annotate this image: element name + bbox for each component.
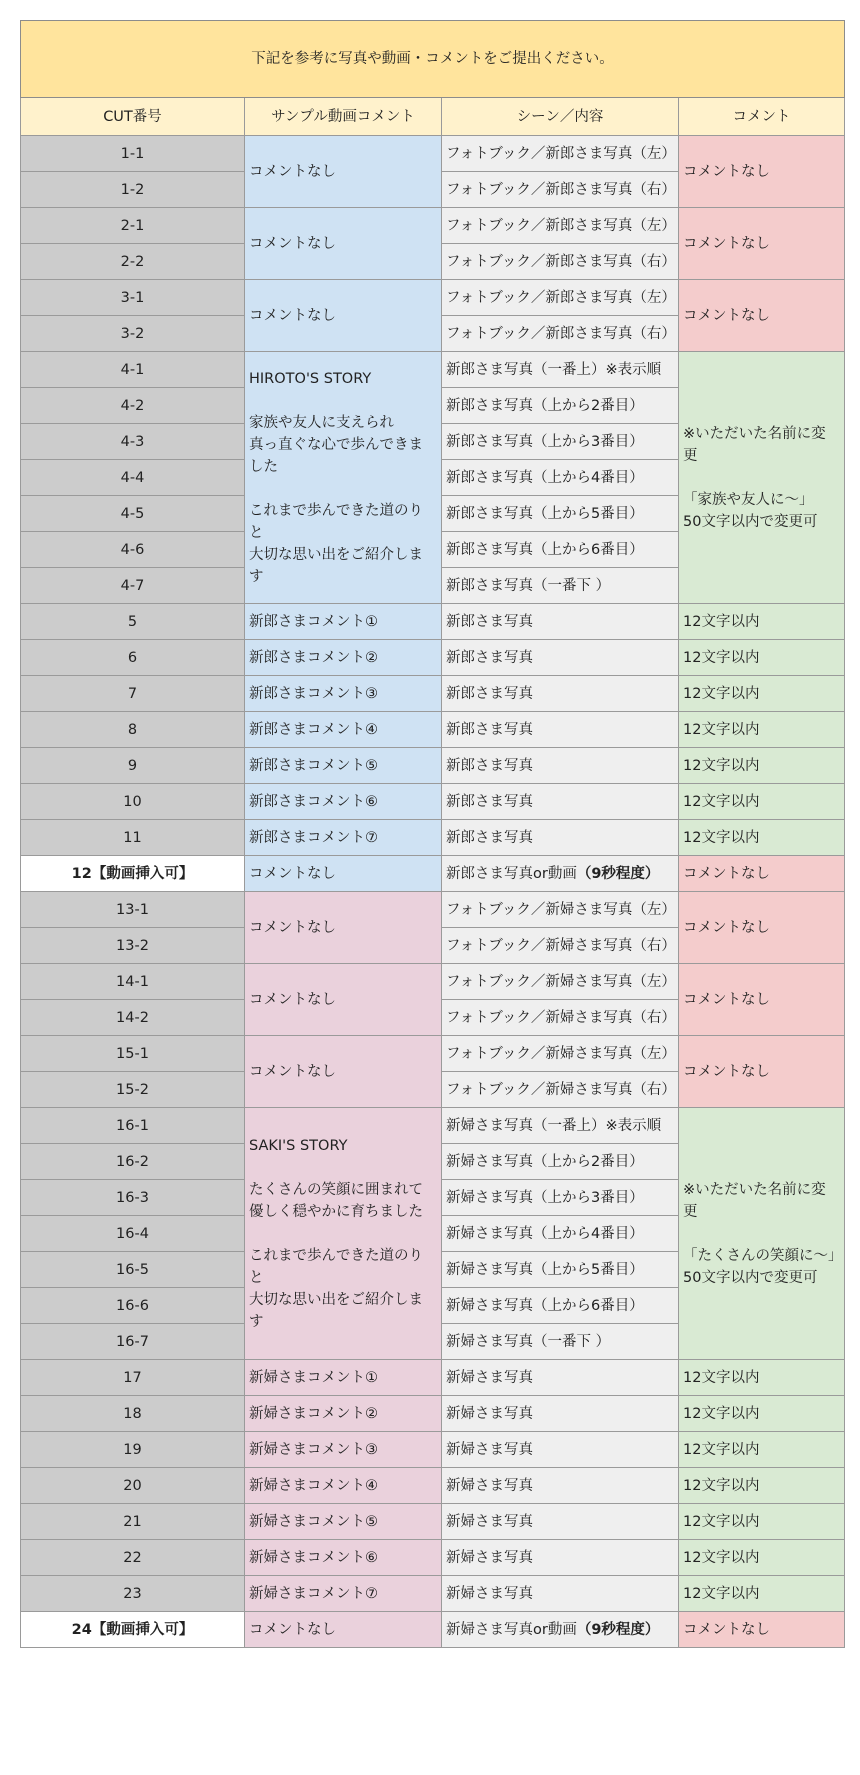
scene-content[interactable]: 新婦さま写真 [442,1396,679,1432]
cut-number[interactable]: 16-2 [21,1144,245,1180]
scene-content[interactable]: 新郎さま写真（上から6番目） [442,532,679,568]
cut-number[interactable]: 16-6 [21,1288,245,1324]
story-line: HIROTO'S STORY [249,370,372,387]
cut-number[interactable]: 4-7 [21,568,245,604]
cut-number[interactable]: 16-3 [21,1180,245,1216]
story-line: これまで歩んできた道のりと [249,502,423,541]
table-row [21,856,845,892]
scene-content[interactable]: フォトブック／新郎さま写真（右） [442,316,679,352]
scene-content[interactable]: フォトブック／新郎さま写真（左） [442,136,679,172]
comment-cell[interactable]: コメントなし [679,208,845,280]
story-line [249,1223,437,1245]
note-line: 50文字以内で変更可 [683,513,818,530]
comment-cell[interactable]: コメントなし [679,964,845,1036]
cut-number[interactable]: 18 [21,1396,245,1432]
scene-content[interactable]: 新郎さま写真（上から3番目） [442,424,679,460]
cut-number[interactable]: 4-2 [21,388,245,424]
table-row [21,1396,845,1432]
sample-comment[interactable]: 新婦さまコメント⑥ [245,1540,442,1576]
groom-story-sample[interactable] [245,352,442,604]
sample-comment[interactable]: 新婦さまコメント① [245,1360,442,1396]
scene-content[interactable]: フォトブック／新郎さま写真（右） [442,172,679,208]
scene-content[interactable]: 新婦さま写真（一番下 ） [442,1324,679,1360]
sample-comment[interactable]: 新婦さまコメント③ [245,1432,442,1468]
story-line [249,1157,437,1179]
scene-content[interactable]: フォトブック／新婦さま写真（左） [442,1036,679,1072]
scene-content[interactable]: 新婦さま写真（一番上）※表示順 [442,1108,679,1144]
table-row [21,1432,845,1468]
cut-number-video[interactable]: 24【動画挿入可】 [21,1612,245,1648]
sample-comment[interactable]: コメントなし [245,964,442,1036]
note-line: 50文字以内で変更可 [683,1269,818,1286]
comment-cell[interactable]: 12文字以内 [679,1360,845,1396]
comment-cell[interactable]: 12文字以内 [679,676,845,712]
scene-content[interactable]: 新婦さま写真（上から2番目） [442,1144,679,1180]
scene-content[interactable]: フォトブック／新婦さま写真（左） [442,964,679,1000]
comment-cell[interactable]: 12文字以内 [679,1432,845,1468]
sample-comment[interactable]: 新郎さまコメント③ [245,676,442,712]
cut-number[interactable]: 16-5 [21,1252,245,1288]
scene-content[interactable]: フォトブック／新郎さま写真（左） [442,280,679,316]
story-line: たくさんの笑顔に囲まれて [249,1181,423,1198]
comment-cell[interactable]: 12文字以内 [679,1396,845,1432]
table-row [21,1360,845,1396]
cut-number[interactable]: 1-1 [21,136,245,172]
banner-row [21,21,845,98]
sample-comment[interactable]: コメントなし [245,136,442,208]
scene-text: 新婦さま写真or動画 [446,1621,577,1638]
sample-comment[interactable]: 新婦さまコメント⑤ [245,1504,442,1540]
scene-content[interactable]: 新郎さま写真（上から4番目） [442,460,679,496]
comment-cell[interactable]: コメントなし [679,1036,845,1108]
cut-number[interactable]: 7 [21,676,245,712]
sample-comment[interactable]: コメントなし [245,856,442,892]
bride-story-note[interactable] [679,1108,845,1360]
scene-content[interactable]: 新婦さま写真（上から6番目） [442,1288,679,1324]
cut-number[interactable]: 15-1 [21,1036,245,1072]
cut-number[interactable]: 16-7 [21,1324,245,1360]
cut-number[interactable]: 16-1 [21,1108,245,1144]
scene-content[interactable]: フォトブック／新郎さま写真（左） [442,208,679,244]
scene-content[interactable]: 新郎さま写真（上から2番目） [442,388,679,424]
comment-cell[interactable]: 12文字以内 [679,784,845,820]
comment-cell[interactable]: コメントなし [679,856,845,892]
cut-number[interactable]: 3-2 [21,316,245,352]
table-row [21,136,845,172]
cut-number[interactable]: 4-3 [21,424,245,460]
story-line: 家族や友人に支えられ [249,414,394,431]
submission-table-container [20,20,844,1648]
scene-duration: （9秒程度） [576,1621,660,1638]
sample-comment[interactable]: 新郎さまコメント④ [245,712,442,748]
scene-content[interactable]: フォトブック／新婦さま写真（右） [442,928,679,964]
note-line: ※いただいた名前に変更 [683,425,826,464]
scene-text: 新郎さま写真or動画 [446,865,577,882]
comment-cell[interactable]: 12文字以内 [679,1468,845,1504]
scene-content[interactable]: フォトブック／新婦さま写真（右） [442,1000,679,1036]
table-row [21,676,845,712]
note-line: 「たくさんの笑顔に～」 [683,1247,843,1264]
story-line [249,390,437,412]
cut-number[interactable]: 20 [21,1468,245,1504]
header-row [21,98,845,136]
story-line: 優しく穏やかに育ちました [249,1203,423,1220]
cut-number-video[interactable]: 12【動画挿入可】 [21,856,245,892]
table-row [21,1576,845,1612]
instruction-banner: 下記を参考に写真や動画・コメントをご提出ください。 [21,21,845,98]
scene-content[interactable]: フォトブック／新婦さま写真（右） [442,1072,679,1108]
comment-cell[interactable]: 12文字以内 [679,640,845,676]
note-line [683,1223,840,1245]
table-row [21,784,845,820]
table-row [21,604,845,640]
scene-content[interactable]: 新婦さま写真 [442,1468,679,1504]
cut-number[interactable]: 14-1 [21,964,245,1000]
scene-duration: （9秒程度） [576,865,660,882]
scene-content[interactable]: 新郎さま写真（一番上）※表示順 [442,352,679,388]
table-row [21,208,845,244]
cut-number[interactable]: 17 [21,1360,245,1396]
cut-number[interactable]: 10 [21,784,245,820]
sample-comment[interactable]: コメントなし [245,892,442,964]
table-row [21,352,845,388]
cut-number[interactable]: 21 [21,1504,245,1540]
cut-number[interactable]: 5 [21,604,245,640]
scene-content[interactable]: 新婦さま写真 [442,1504,679,1540]
comment-cell[interactable]: 12文字以内 [679,604,845,640]
table-row [21,892,845,928]
table-row [21,280,845,316]
groom-story-note[interactable] [679,352,845,604]
cut-number[interactable]: 23 [21,1576,245,1612]
cut-number[interactable]: 3-1 [21,280,245,316]
scene-content[interactable]: 新婦さま写真（上から4番目） [442,1216,679,1252]
cut-number[interactable]: 8 [21,712,245,748]
cut-number[interactable]: 11 [21,820,245,856]
scene-content-video[interactable] [442,1612,679,1648]
scene-content-video[interactable] [442,856,679,892]
table-row [21,640,845,676]
story-line: 大切な思い出をご紹介します [249,1291,423,1330]
cut-number[interactable]: 19 [21,1432,245,1468]
scene-content[interactable]: 新婦さま写真 [442,1540,679,1576]
note-line: ※いただいた名前に変更 [683,1181,826,1220]
scene-content[interactable]: フォトブック／新婦さま写真（左） [442,892,679,928]
sample-comment[interactable]: 新郎さまコメント⑤ [245,748,442,784]
scene-content[interactable]: 新郎さま写真（一番下 ） [442,568,679,604]
cut-number[interactable]: 15-2 [21,1072,245,1108]
table-row [21,820,845,856]
table-row [21,1108,845,1144]
note-line: 「家族や友人に～」 [683,491,814,508]
cut-number[interactable]: 16-4 [21,1216,245,1252]
scene-content[interactable]: 新婦さま写真（上から5番目） [442,1252,679,1288]
comment-cell[interactable]: コメントなし [679,1612,845,1648]
table-row [21,1612,845,1648]
sample-comment[interactable]: 新郎さまコメント⑦ [245,820,442,856]
sample-comment[interactable]: コメントなし [245,280,442,352]
sample-comment[interactable]: 新郎さまコメント⑥ [245,784,442,820]
sample-comment[interactable]: 新婦さまコメント⑦ [245,1576,442,1612]
comment-cell[interactable]: 12文字以内 [679,1540,845,1576]
scene-content[interactable]: 新郎さま写真 [442,712,679,748]
submission-table [20,20,845,1648]
comment-cell[interactable]: 12文字以内 [679,748,845,784]
table-row [21,748,845,784]
scene-content[interactable]: 新郎さま写真 [442,676,679,712]
cut-number[interactable]: 13-2 [21,928,245,964]
scene-content[interactable]: 新婦さま写真 [442,1576,679,1612]
note-line [683,467,840,489]
story-line: これまで歩んできた道のりと [249,1247,423,1286]
bride-story-sample[interactable] [245,1108,442,1360]
cut-number[interactable]: 4-1 [21,352,245,388]
scene-content[interactable]: 新郎さま写真（上から5番目） [442,496,679,532]
sample-comment[interactable]: コメントなし [245,1036,442,1108]
header-cut-number: CUT番号 [21,98,245,136]
cut-number[interactable]: 9 [21,748,245,784]
cut-number[interactable]: 4-6 [21,532,245,568]
story-line: 大切な思い出をご紹介します [249,546,423,585]
cut-number[interactable]: 13-1 [21,892,245,928]
table-row [21,1036,845,1072]
scene-content[interactable]: フォトブック／新郎さま写真（右） [442,244,679,280]
cut-number[interactable]: 6 [21,640,245,676]
cut-number[interactable]: 14-2 [21,1000,245,1036]
header-sample-comment: サンプル動画コメント [245,98,442,136]
table-row [21,964,845,1000]
sample-comment[interactable]: 新郎さまコメント① [245,604,442,640]
table-row [21,712,845,748]
sample-comment[interactable]: コメントなし [245,208,442,280]
header-scene: シーン／内容 [442,98,679,136]
cut-number[interactable]: 1-2 [21,172,245,208]
story-line [249,478,437,500]
comment-cell[interactable]: コメントなし [679,280,845,352]
scene-content[interactable]: 新郎さま写真 [442,748,679,784]
scene-content[interactable]: 新郎さま写真 [442,640,679,676]
cut-number[interactable]: 4-4 [21,460,245,496]
comment-cell[interactable]: 12文字以内 [679,712,845,748]
comment-cell[interactable]: 12文字以内 [679,820,845,856]
story-line: 真っ直ぐな心で歩んできました [249,436,423,475]
cut-number[interactable]: 2-2 [21,244,245,280]
comment-cell[interactable]: 12文字以内 [679,1504,845,1540]
comment-cell[interactable]: 12文字以内 [679,1576,845,1612]
table-row [21,1540,845,1576]
header-comment: コメント [679,98,845,136]
sample-comment[interactable]: 新郎さまコメント② [245,640,442,676]
table-row [21,1504,845,1540]
comment-cell[interactable]: コメントなし [679,136,845,208]
table-row [21,1468,845,1504]
story-line: SAKI'S STORY [249,1137,348,1154]
cut-number[interactable]: 22 [21,1540,245,1576]
scene-content[interactable]: 新婦さま写真 [442,1432,679,1468]
sample-comment[interactable]: 新婦さまコメント④ [245,1468,442,1504]
scene-content[interactable]: 新郎さま写真 [442,820,679,856]
cut-number[interactable]: 2-1 [21,208,245,244]
comment-cell[interactable]: コメントなし [679,892,845,964]
scene-content[interactable]: 新婦さま写真（上から3番目） [442,1180,679,1216]
cut-number[interactable]: 4-5 [21,496,245,532]
scene-content[interactable]: 新婦さま写真 [442,1360,679,1396]
sample-comment[interactable]: コメントなし [245,1612,442,1648]
sample-comment[interactable]: 新婦さまコメント② [245,1396,442,1432]
scene-content[interactable]: 新郎さま写真 [442,604,679,640]
scene-content[interactable]: 新郎さま写真 [442,784,679,820]
